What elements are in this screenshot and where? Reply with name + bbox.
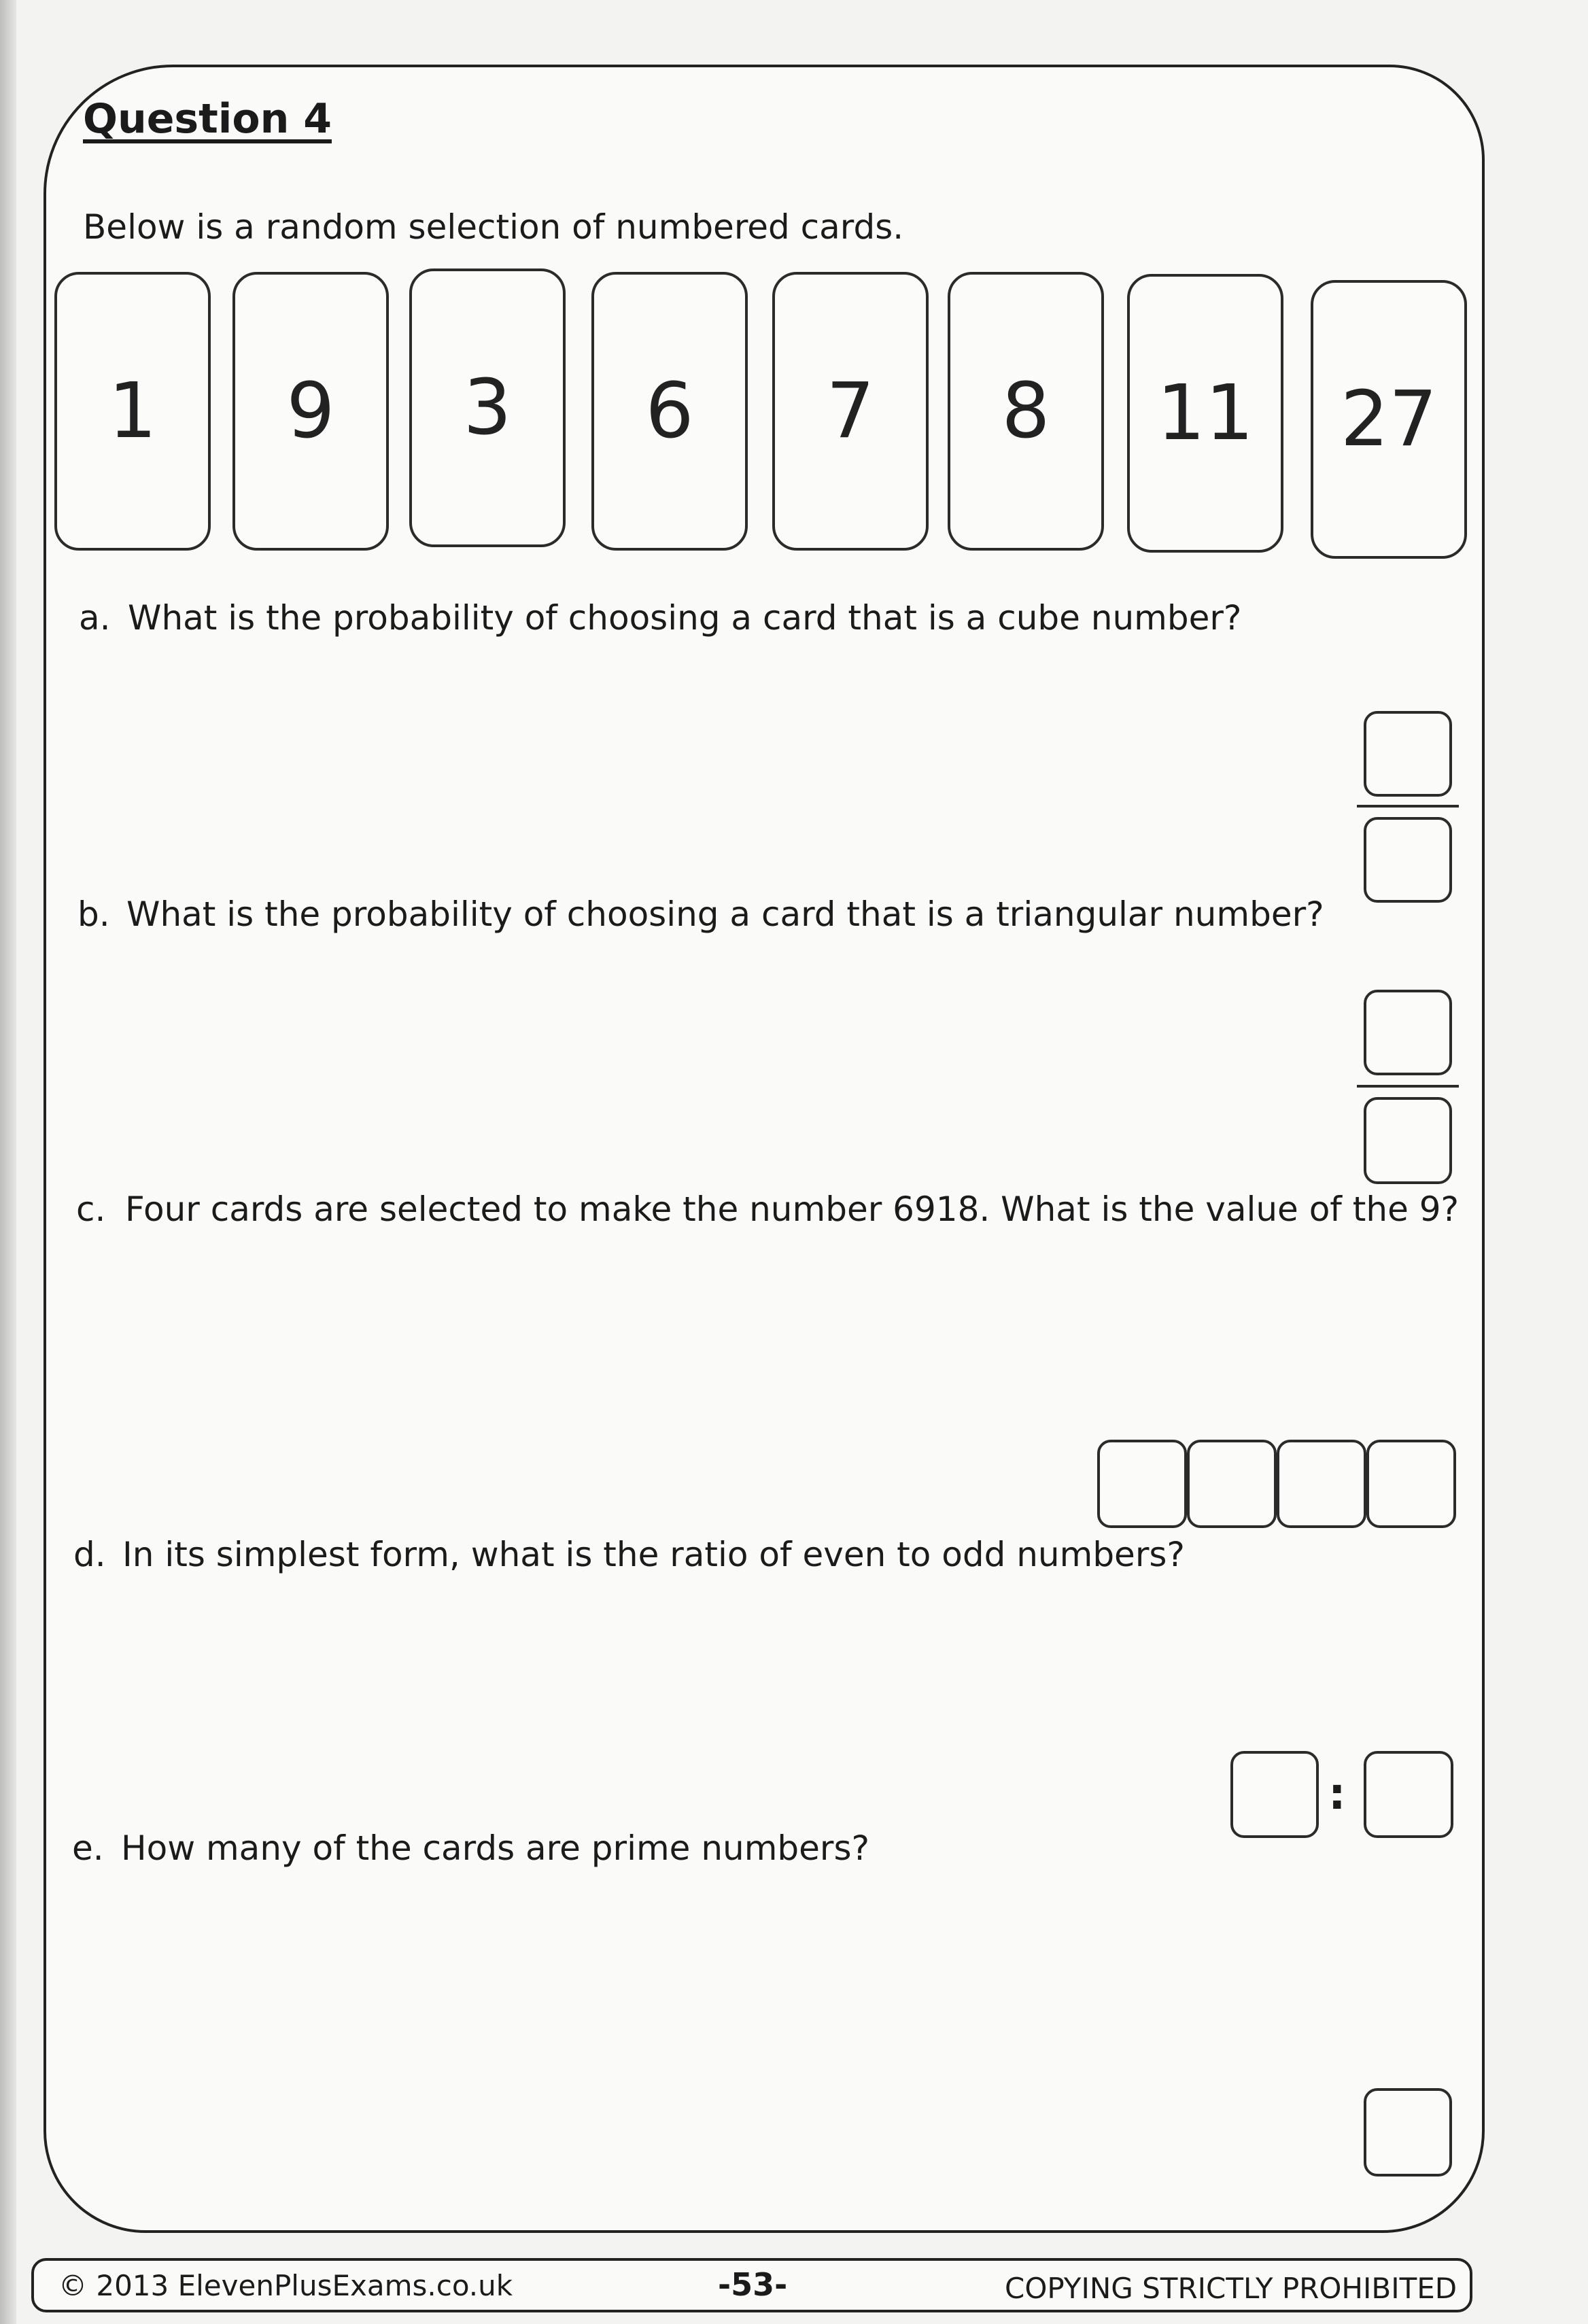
question-intro: Below is a random selection of numbered cards. [83, 207, 904, 247]
number-card: 6 [591, 272, 748, 551]
page-edge [0, 0, 16, 2324]
answer-digit-box[interactable] [1097, 1440, 1187, 1528]
answer-ratio-left-box[interactable] [1230, 1751, 1319, 1838]
part-text: What is the probability of choosing a card that is a cube number? [128, 598, 1242, 638]
answer-denominator-box[interactable] [1364, 1097, 1452, 1184]
footer-notice: COPYING STRICTLY PROHIBITED [1005, 2272, 1457, 2305]
part-letter: b. [77, 895, 110, 934]
answer-digit-box[interactable] [1187, 1440, 1277, 1528]
part-letter: c. [76, 1190, 106, 1229]
fraction-line [1357, 1085, 1459, 1088]
answer-denominator-box[interactable] [1364, 817, 1452, 903]
answer-numerator-box[interactable] [1364, 711, 1452, 797]
part-text: How many of the cards are prime numbers? [121, 1828, 870, 1868]
answer-numerator-box[interactable] [1364, 990, 1452, 1075]
part-text: What is the probability of choosing a card that is a triangular number? [126, 895, 1324, 934]
question-part-d [73, 1535, 1185, 1574]
answer-digit-box[interactable] [1366, 1440, 1456, 1528]
number-card: 11 [1127, 274, 1283, 553]
answer-box[interactable] [1364, 2088, 1452, 2176]
question-part-b [77, 895, 1324, 934]
part-letter: a. [79, 598, 111, 638]
question-title: Question 4 [83, 95, 332, 143]
answer-ratio-right-box[interactable] [1364, 1751, 1453, 1838]
footer-copyright: © 2013 ElevenPlusExams.co.uk [58, 2269, 513, 2302]
number-card: 27 [1311, 280, 1467, 559]
ratio-colon: : [1328, 1769, 1346, 1820]
part-text: Four cards are selected to make the number 6918. What is the value of the 9? [125, 1190, 1460, 1229]
number-card: 3 [409, 268, 566, 547]
question-part-a [79, 598, 1241, 638]
question-part-c [76, 1190, 1459, 1229]
number-card: 8 [948, 272, 1104, 551]
number-card: 1 [54, 272, 211, 551]
number-card: 7 [772, 272, 929, 551]
part-letter: d. [73, 1535, 106, 1574]
page-number: -53- [718, 2266, 788, 2303]
answer-digit-box[interactable] [1277, 1440, 1366, 1528]
question-part-e [72, 1828, 869, 1868]
part-text: In its simplest form, what is the ratio of even to odd numbers? [122, 1535, 1185, 1574]
fraction-line [1357, 805, 1459, 808]
number-card: 9 [232, 272, 389, 551]
part-letter: e. [72, 1828, 104, 1868]
